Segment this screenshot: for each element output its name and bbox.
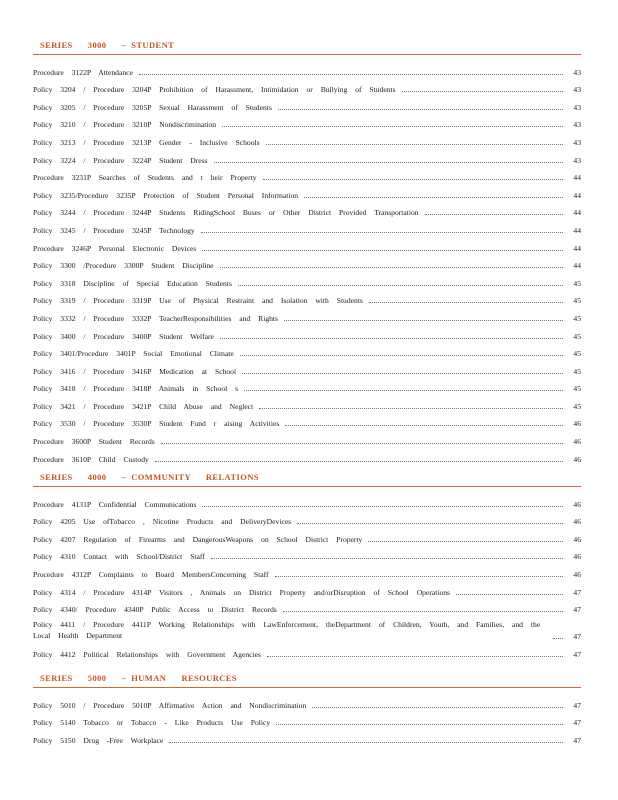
series-4000-section [33, 471, 581, 659]
dot-leader [240, 355, 563, 356]
toc-entry[interactable] [33, 509, 581, 527]
toc-entry-page-number: 44 [573, 261, 581, 271]
dot-leader [238, 285, 563, 286]
dot-leader [169, 742, 563, 743]
dot-leader [369, 302, 563, 303]
toc-entry-page-number: 43 [573, 155, 581, 165]
toc-entry[interactable] [33, 182, 581, 200]
dot-leader [312, 707, 563, 708]
toc-entry-title: Procedure 3122P Attendance [33, 67, 133, 77]
toc-entry[interactable] [33, 94, 581, 112]
toc-entry-title: Policy 3421 / Procedure 3421P Child Abuse and Neglect [33, 401, 254, 411]
toc-entry-page-number: 47 [573, 735, 581, 745]
toc-entry-title: Policy 4205 Use ofTobacco , Nicotine Products and DeliveryDevices [33, 517, 292, 527]
toc-entry[interactable] [33, 710, 581, 728]
series-header: SERIES 3000 – STUDENT [40, 40, 175, 50]
toc-entry-page-number: 44 [573, 208, 581, 218]
toc-entry-title: Policy 4310 Contact with School/District Staff [33, 552, 205, 562]
dot-leader [155, 461, 563, 462]
toc-entry[interactable] [33, 147, 581, 165]
toc-entry[interactable] [33, 727, 581, 745]
toc-entry[interactable] [33, 235, 581, 253]
series-5000-section [33, 672, 581, 745]
dot-leader [368, 541, 563, 542]
toc-entry-page-number: 46 [573, 552, 581, 562]
toc-entry[interactable] [33, 579, 581, 597]
toc-entry-title: Policy 3401/Procedure 3401P Social Emotional Climate [33, 349, 234, 359]
toc-entry[interactable] [33, 112, 581, 130]
toc-entry-title: Policy 3332 / Procedure 3332P TeacherResponsibilities and Rights [33, 313, 278, 323]
toc-entry-page-number: 47 [573, 718, 581, 728]
dot-leader [297, 523, 563, 524]
section-divider [33, 687, 581, 688]
toc-entry-page-number: 45 [573, 313, 581, 323]
toc-entry[interactable] [33, 376, 581, 394]
toc-entry[interactable] [33, 358, 581, 376]
toc-entry-title: Policy 3418 / Procedure 3418P Animals in School s [33, 384, 239, 394]
dot-leader [220, 338, 563, 339]
toc-entry-title: Policy 4412 Political Relationships with Government Agencies [33, 649, 261, 659]
toc-entry-page-number: 45 [573, 349, 581, 359]
toc-entry-title: Policy 5150 Drug -Free Workplace [33, 735, 164, 745]
toc-entry-page-number: 43 [573, 67, 581, 77]
toc-entry-page-number: 44 [573, 225, 581, 235]
toc-entry-page-number: 43 [573, 120, 581, 130]
toc-entry[interactable] [33, 641, 581, 659]
toc-entry-page-number: 45 [573, 296, 581, 306]
toc-entry-page-number: 44 [573, 243, 581, 253]
toc-entry[interactable] [33, 561, 581, 579]
toc-entry-title: Policy 3213 / Procedure 3213P Gender - Inclusive Schools [33, 137, 260, 147]
dot-leader [214, 162, 563, 163]
toc-entry[interactable] [33, 253, 581, 271]
dot-leader [275, 576, 563, 577]
toc-entry[interactable] [33, 692, 581, 710]
toc-entry-page-number: 47 [573, 632, 581, 642]
toc-entry-title: Policy 5140 Tobacco or Tobacco - Like Products Use Policy [33, 718, 271, 728]
toc-entry-title: Policy 3205 / Procedure 3205P Sexual Harassment of Students [33, 102, 272, 112]
toc-entry-title: Policy 3318 Discipline of Special Education Students [33, 278, 232, 288]
toc-entry-page-number: 47 [573, 605, 581, 615]
toc-entry-title: Procedure 3246P Personal Electronic Devices [33, 243, 197, 253]
toc-entry[interactable] [33, 411, 581, 429]
dot-leader [283, 611, 563, 612]
toc-entry[interactable] [33, 323, 581, 341]
toc-entry-title: Procedure 4131P Confidential Communications [33, 499, 197, 509]
dot-leader [285, 425, 563, 426]
dot-leader [263, 179, 563, 180]
toc-entry-page-number: 44 [573, 173, 581, 183]
dot-leader [211, 558, 563, 559]
dot-leader [161, 443, 563, 444]
toc-entry[interactable] [33, 341, 581, 359]
toc-entry-page-number: 46 [573, 517, 581, 527]
toc-entry-page-number: 46 [573, 437, 581, 447]
toc-entry-page-number: 45 [573, 384, 581, 394]
toc-entry-title: Policy 3244 / Procedure 3244P Students RidingSchool Buses or Other District Provided Transportation [33, 208, 419, 218]
toc-entry-title: Policy 5010 / Procedure 5010P Affirmative Action and Nondiscrimination [33, 700, 307, 710]
toc-entry[interactable] [33, 217, 581, 235]
dot-leader [276, 724, 563, 725]
toc-entry-page-number: 45 [573, 278, 581, 288]
toc-entry[interactable] [33, 393, 581, 411]
toc-entry-page-number: 45 [573, 401, 581, 411]
toc-entry-page-number: 47 [573, 649, 581, 659]
dot-leader [425, 214, 563, 215]
dot-leader [202, 506, 563, 507]
toc-entry-page-number: 46 [573, 454, 581, 464]
toc-entry[interactable] [33, 614, 581, 641]
toc-entry-page-number: 44 [573, 190, 581, 200]
toc-entry[interactable] [33, 270, 581, 288]
toc-entry-page-number: 47 [573, 587, 581, 597]
toc-entry-page-number: 46 [573, 569, 581, 579]
dot-leader [278, 109, 563, 110]
dot-leader [201, 232, 563, 233]
toc-entry[interactable] [33, 491, 581, 509]
dot-leader [304, 197, 563, 198]
toc-entry-title: Policy 4411 / Procedure 4411P Working Relationships with LawEnforcement, theDepartment of Children, Youth, and Families, and the Local Health Department [33, 620, 541, 641]
toc-entry[interactable] [33, 165, 581, 183]
toc-entry-page-number: 46 [573, 499, 581, 509]
dot-leader [284, 320, 563, 321]
dot-leader [266, 144, 563, 145]
toc-entry-title: Procedure 3600P Student Records [33, 437, 155, 447]
toc-entry[interactable] [33, 446, 581, 464]
toc-entry-page-number: 47 [573, 700, 581, 710]
series-3000-section [33, 39, 581, 464]
toc-entry-title: Policy 4207 Regulation of Firearms and DangerousWeapons on School District Property [33, 534, 363, 544]
toc-entry-title: Policy 4340/ Procedure 4340P Public Access to District Records [33, 605, 277, 615]
dot-leader [267, 656, 563, 657]
dot-leader [553, 638, 563, 639]
toc-entry-page-number: 43 [573, 137, 581, 147]
toc-entry-title: Policy 3235/Procedure 3235P Protection of Student Personal Information [33, 190, 299, 200]
toc-entry-page-number: 43 [573, 102, 581, 112]
toc-entry-title: Procedure 3610P Child Custody [33, 454, 149, 464]
dot-leader [222, 126, 563, 127]
series-header: SERIES 4000 – COMMUNITY RELATIONS [40, 472, 259, 482]
toc-entry-title: Policy 3319 / Procedure 3319P Use of Physical Restraint and Isolation with Students [33, 296, 363, 306]
toc-entry-title: Policy 3400 / Procedure 3400P Student Welfare [33, 331, 214, 341]
toc-entry[interactable] [33, 77, 581, 95]
toc-entry[interactable] [33, 597, 581, 615]
toc-entry-page-number: 46 [573, 419, 581, 429]
toc-entry[interactable] [33, 288, 581, 306]
toc-entry-title: Policy 4314 / Procedure 4314P Visitors , Animals on District Property and/orDisruption of School Operations [33, 587, 451, 597]
toc-entry-page-number: 45 [573, 331, 581, 341]
dot-leader [202, 250, 563, 251]
toc-entry[interactable] [33, 526, 581, 544]
dot-leader [402, 91, 563, 92]
toc-entry-title: Policy 3530 / Procedure 3530P Student Fund r aising Activities [33, 419, 280, 429]
toc-entry-title: Policy 3210 / Procedure 3210P Nondiscrimination [33, 120, 217, 130]
dot-leader [259, 408, 563, 409]
dot-leader [242, 373, 563, 374]
toc-entry[interactable] [33, 544, 581, 562]
dot-leader [456, 594, 563, 595]
toc-entry-page-number: 45 [573, 366, 581, 376]
dot-leader [220, 267, 563, 268]
series-header: SERIES 5000 – HUMAN RESOURCES [40, 673, 237, 683]
toc-entry-title: Policy 3245 / Procedure 3245P Technology [33, 225, 195, 235]
toc-entry[interactable] [33, 200, 581, 218]
toc-entry[interactable] [33, 59, 581, 77]
toc-entry-title: Procedure 4312P Complaints to Board MembersConcerning Staff [33, 569, 269, 579]
toc-entry[interactable] [33, 428, 581, 446]
toc-entry-title: Policy 3224 / Procedure 3224P Student Dress [33, 155, 208, 165]
section-divider [33, 486, 581, 487]
toc-entry-title: Policy 3300 /Procedure 3300P Student Discipline [33, 261, 214, 271]
section-divider [33, 54, 581, 55]
toc-entry[interactable] [33, 305, 581, 323]
toc-entry-title: Procedure 3231P Searches of Students and t heir Property [33, 173, 257, 183]
toc-entry-title: Policy 3416 / Procedure 3416P Medication at School [33, 366, 237, 376]
dot-leader [139, 74, 563, 75]
dot-leader [244, 390, 563, 391]
toc-entry-page-number: 43 [573, 85, 581, 95]
toc-entry-page-number: 46 [573, 534, 581, 544]
toc-entry-title: Policy 3204 / Procedure 3204P Prohibition of Harassment, Intimidation or Bullying of Students [33, 85, 396, 95]
toc-entry[interactable] [33, 129, 581, 147]
